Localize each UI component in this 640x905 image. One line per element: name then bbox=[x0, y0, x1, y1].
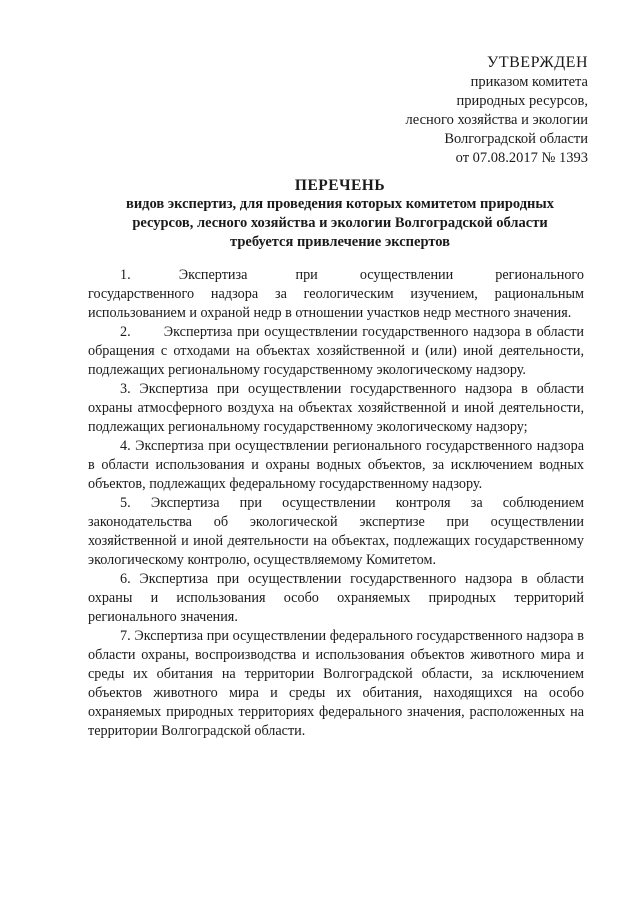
list-item-6: 6. Экспертиза при осуществлении государственного надзора в области охраны и использования особо охраняемых природных территорий регионального значения. bbox=[88, 571, 584, 625]
expertise-list bbox=[88, 266, 584, 741]
approval-order-reference: от 07.08.2017 № 1393 bbox=[455, 150, 588, 166]
approval-title: УТВЕРЖДЕН bbox=[487, 54, 588, 71]
approval-block bbox=[328, 52, 588, 168]
list-item-5: 5. Экспертиза при осуществлении контроля за соблюдением законодательства об экологической экспертизе при осуществлении хозяйственной и иной деятельности на объектах, подлежащих государственному экологическому контролю, осуществляемому Комитетом. bbox=[88, 495, 584, 568]
approval-line: Волгоградской области bbox=[444, 131, 588, 147]
list-subtitle-line: ресурсов, лесного хозяйства и экологии Волгоградской области bbox=[132, 215, 548, 231]
list-subtitle-line: видов экспертиз, для проведения которых комитетом природных bbox=[126, 196, 554, 212]
list-item-2: 2. Экспертиза при осуществлении государственного надзора в области обращения с отходами на объектах хозяйственной и (или) иной деятельности, подлежащих региональному государственному экологическому надзору. bbox=[88, 324, 584, 378]
list-title: ПЕРЕЧЕНЬ bbox=[294, 177, 386, 194]
list-item-3: 3. Экспертиза при осуществлении государственного надзора в области охраны атмосферного воздуха на объектах хозяйственной и иной деятельности, подлежащих региональному государственному экологическому надзору; bbox=[88, 381, 584, 435]
approval-line: природных ресурсов, bbox=[456, 93, 588, 109]
approval-line: лесного хозяйства и экологии bbox=[405, 112, 588, 128]
document-heading bbox=[60, 176, 620, 252]
approval-line: приказом комитета bbox=[470, 74, 588, 90]
list-item-4: 4. Экспертиза при осуществлении регионального государственного надзора в области использования и охраны водных объектов, за исключением водных объектов, подлежащих федеральному государственному надзору. bbox=[88, 438, 584, 492]
list-item-7: 7. Экспертиза при осуществлении федерального государственного надзора в области охраны, воспроизводства и использования объектов животного мира и среды их обитания на территории Волгоградской области, за исключением объектов животного мира и среды их обитания, находящихся на особо охраняемых природных территориях федерального значения, расположенных на территории Волгоградской области. bbox=[88, 628, 584, 739]
list-subtitle-line: требуется привлечение экспертов bbox=[230, 234, 450, 250]
list-item-1: 1. Экспертиза при осуществлении регионального государственного надзора за геологическим изучением, рациональным использованием и охраной недр в отношении участков недр местного значения. bbox=[88, 267, 584, 321]
